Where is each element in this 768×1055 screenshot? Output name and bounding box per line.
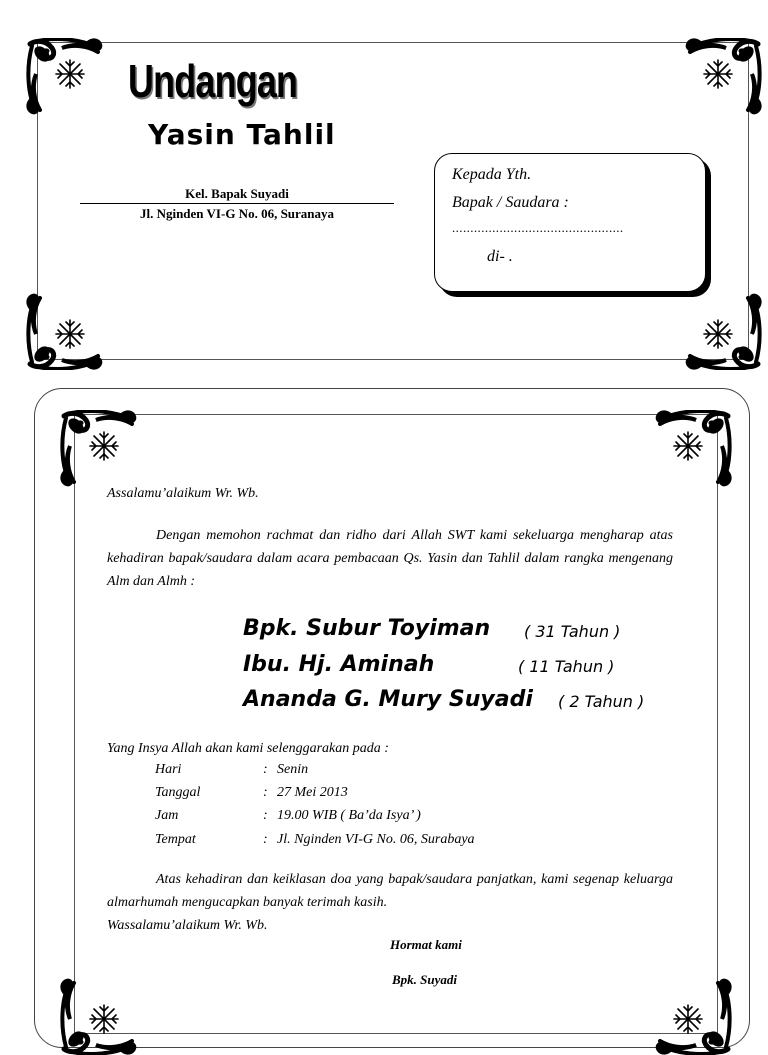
deceased-age: ( 2 Tahun ): [558, 692, 645, 711]
corner-ornament-icon: [682, 38, 762, 118]
corner-ornament-icon: [60, 410, 140, 490]
schedule-colon: :: [263, 832, 268, 847]
schedule-value: 19.00 WIB ( Ba’da Isya’ ): [277, 808, 421, 823]
invitation-subtitle: Yasin Tahlil: [148, 118, 336, 151]
schedule-value: Jl. Nginden VI-G No. 06, Surabaya: [277, 832, 475, 847]
schedule-colon: :: [263, 808, 268, 823]
schedule-colon: :: [263, 762, 268, 777]
schedule-label: Tempat: [155, 832, 196, 847]
schedule-label: Jam: [155, 808, 179, 823]
corner-ornament-icon: [26, 38, 106, 118]
recipient-title: Bapak / Saudara :: [452, 194, 569, 211]
corner-ornament-icon: [652, 410, 732, 490]
recipient-location: di- .: [487, 248, 513, 265]
deceased-age: ( 11 Tahun ): [518, 657, 615, 676]
schedule-label: Tanggal: [155, 785, 201, 800]
signature-name: Bpk. Suyadi: [392, 972, 458, 987]
schedule-value: Senin: [277, 762, 309, 777]
regards: Hormat kami: [390, 937, 462, 952]
recipient-salutation: Kepada Yth.: [452, 166, 532, 183]
sender-divider: [80, 203, 394, 204]
corner-ornament-icon: [60, 975, 140, 1055]
intro-paragraph: Dengan memohon rachmat dan ridho dari Allah SWT kami sekeluarga mengharap atas kehadiran bapak/saudara dalam acara pembacaan Qs. Yasin dan Tahlil dalam rangka mengenang Alm dan Almh :: [107, 528, 673, 589]
corner-ornament-icon: [682, 290, 762, 370]
schedule-intro: Yang Insya Allah akan kami selenggarakan pada :: [107, 741, 389, 756]
corner-ornament-icon: [652, 975, 732, 1055]
deceased-name: Ananda G. Mury Suyadi: [243, 687, 533, 712]
sender-address: Jl. Nginden VI-G No. 06, Suranaya: [139, 206, 335, 221]
deceased-name: Bpk. Subur Toyiman: [243, 616, 491, 641]
closing-paragraph: Atas kehadiran dan keiklasan doa yang bapak/saudara panjatkan, kami segenap keluarga almarhumah mengucapkan banyak terimah kasih.: [107, 872, 673, 910]
schedule-value: 27 Mei 2013: [277, 785, 348, 800]
deceased-age: ( 31 Tahun ): [524, 622, 621, 641]
sender-name: Kel. Bapak Suyadi: [185, 186, 289, 201]
farewell: Wassalamu’alaikum Wr. Wb.: [107, 918, 268, 933]
greeting: Assalamu’alaikum Wr. Wb.: [107, 486, 259, 501]
recipient-box: [434, 153, 706, 292]
invitation-title: Undangan: [128, 55, 298, 107]
schedule-label: Hari: [155, 762, 182, 777]
deceased-name: Ibu. Hj. Aminah: [243, 652, 435, 677]
corner-ornament-icon: [26, 290, 106, 370]
schedule-colon: :: [263, 785, 268, 800]
recipient-blank-line: ...............................................: [452, 220, 624, 235]
